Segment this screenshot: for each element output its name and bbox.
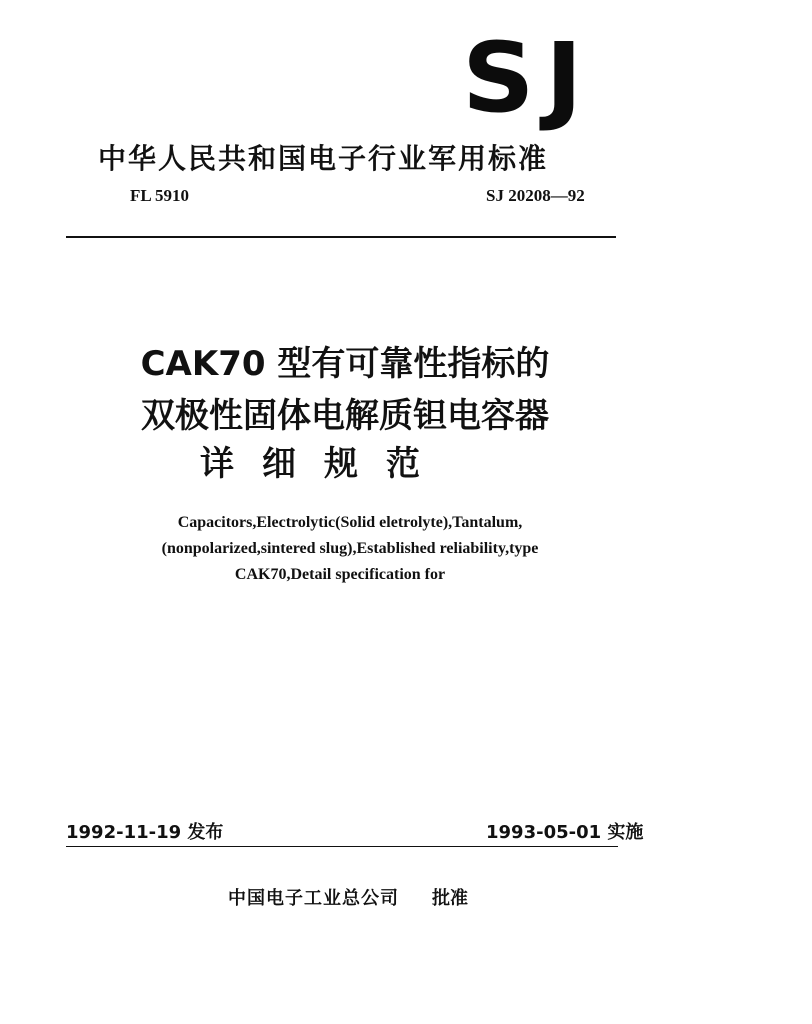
effective-date: 1993-05-01 实施 bbox=[486, 822, 644, 843]
approval-label: 批准 bbox=[432, 888, 468, 909]
english-title-line-3: CAK70,Detail specification for bbox=[234, 566, 446, 583]
footer-divider bbox=[66, 846, 618, 847]
header-divider bbox=[66, 236, 616, 238]
issue-date: 1992-11-19 发布 bbox=[66, 822, 224, 843]
document-title-line-1: CAK70 型有可靠性指标的 bbox=[140, 344, 550, 384]
standard-category-title: 中华人民共和国电子行业军用标准 bbox=[98, 142, 549, 175]
english-title-line-2: (nonpolarized,sintered slug),Established reliability,type bbox=[161, 540, 539, 557]
approving-authority: 中国电子工业总公司 bbox=[228, 888, 399, 909]
classification-code: FL 5910 bbox=[130, 186, 190, 205]
english-title-line-1: Capacitors,Electrolytic(Solid eletrolyte),Tantalum, bbox=[177, 514, 523, 531]
document-title-line-3: 详细规范 bbox=[200, 444, 448, 484]
standard-number: SJ 20208—92 bbox=[486, 186, 585, 205]
sj-logo: SJ bbox=[462, 22, 594, 134]
document-title-line-2: 双极性固体电解质钽电容器 bbox=[141, 396, 549, 436]
